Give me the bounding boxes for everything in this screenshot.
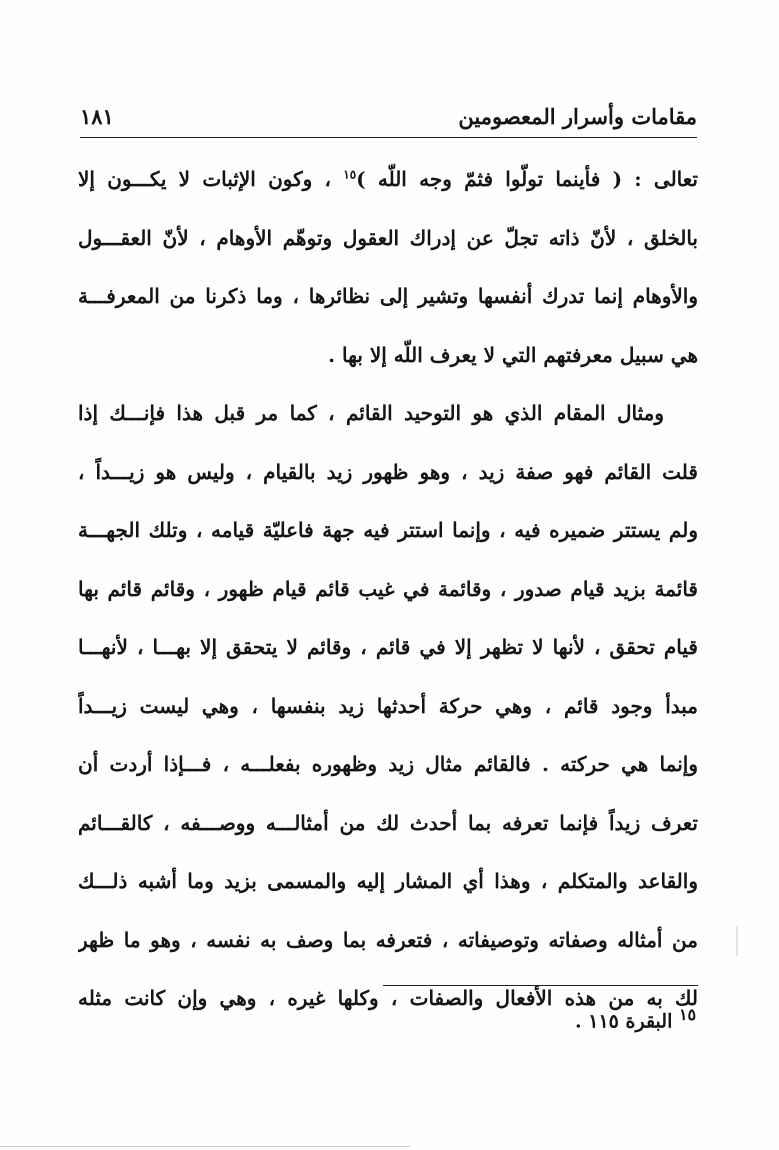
text-line-1-b: ، وكون الإثبات لا يكـــون إلا xyxy=(78,167,344,191)
header-rule xyxy=(80,137,697,138)
text-line-11: وإنما هي حركته . فالقائم مثال زيد وظهوره بفعلـــه ، فـــإذا أردت أن xyxy=(78,752,698,776)
text-line-9: قيام تحقق ، لأنها لا تظهر إلا في قائم ، وقائم لا يتحقق إلا بهـــا ، لأنهـــا xyxy=(78,635,698,659)
text-line-2: بالخلق ، لأنّ ذاته تجلّ عن إدراك العقول وتوهّم الأوهام ، لأنّ العقـــول xyxy=(78,225,698,250)
running-header xyxy=(80,96,697,136)
text-line-6: قلت القائم فهو صفة زيد ، وهو ظهور زيد بالقيام ، وليس هو زيـــداً ، xyxy=(78,459,698,484)
footnote xyxy=(380,995,696,1035)
text-line-8: قائمة بزيد قيام صدور ، وقائمة في غيب قائم قيام ظهور ، وقائم قائم بها xyxy=(78,576,698,601)
body-text xyxy=(78,150,698,1028)
footnote-rule xyxy=(383,985,698,986)
text-line-10: مبدأ وجود قائم ، وهي حركة أحدثها زيد بنفسها ، وهي ليست زيـــداً xyxy=(78,693,698,718)
scan-mark xyxy=(736,926,738,956)
header-title: مقامات وأسرار المعصومين xyxy=(458,103,697,129)
footnote-ref: ١٥ xyxy=(343,167,357,182)
text-line-13: والقاعد والمتكلم ، وهذا أي المشار إليه والمسمى بزيد وما أشبه ذلـــك xyxy=(78,869,698,893)
page-bottom-edge xyxy=(0,1146,410,1147)
text-line-4: هي سبيل معرفتهم التي لا يعرف اللّه إلا بها . xyxy=(328,342,698,367)
page-number: ١٨١ xyxy=(80,103,114,129)
text-line-1 xyxy=(78,150,698,209)
text-line-7: ولم يستتر ضميره فيه ، وإنما استتر فيه جهة فاعليّة قيامه ، وتلك الجهـــة xyxy=(78,518,698,542)
text-line-1-a: تعالى : ( فأينما تولّوا فثمّ وجه اللّه ) xyxy=(356,167,698,191)
footnote-text: البقرة ١١٥ . xyxy=(575,1010,679,1033)
text-line-12: تعرف زيداً فإنما تعرفه بما أحدث لك من أمثالـــه ووصـــفه ، كالقـــائم xyxy=(78,810,698,835)
text-line-15: لك به من هذه الأفعال والصفات ، وكلها غيره ، وهي وإن كانت مثله xyxy=(78,986,698,1010)
text-line-14: من أمثاله وصفاته وتوصيفاته ، فتعرفه بما وصف به نفسه ، وهو ما ظهر xyxy=(78,927,698,952)
text-line-3: والأوهام إنما تدرك أنفسها وتشير إلى نظائرها ، وما ذكرنا من المعرفـــة xyxy=(78,284,698,308)
text-line-5: ومثال المقام الذي هو التوحيد القائم ، كما مر قبل هذا فإنـــك إذا xyxy=(78,401,664,425)
footnote-number: ١٥ xyxy=(678,1005,696,1024)
